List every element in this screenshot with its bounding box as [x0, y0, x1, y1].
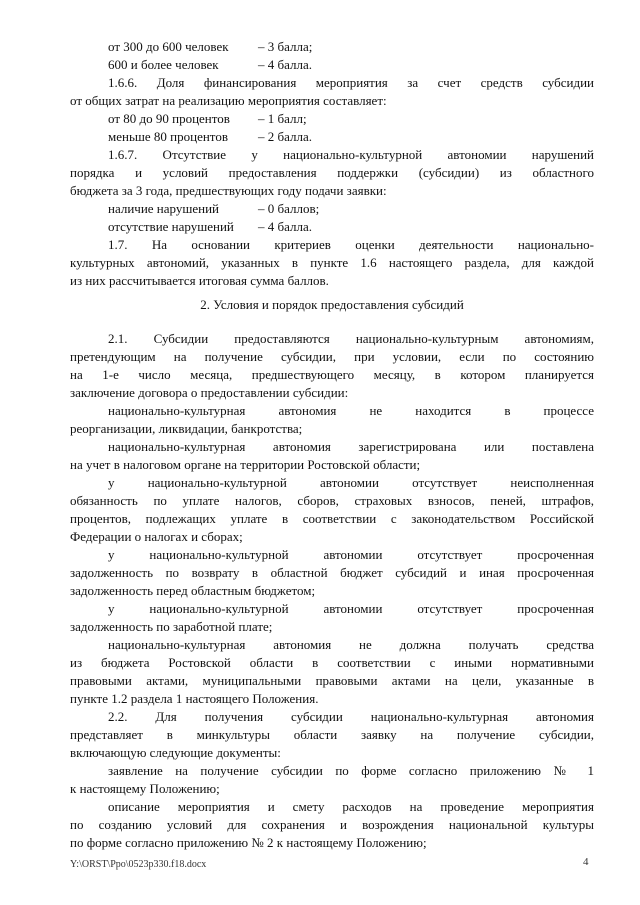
score-row: [108, 110, 307, 128]
score-criterion: наличие нарушений: [108, 201, 220, 216]
score-criterion: меньше 80 процентов: [108, 129, 228, 144]
paragraph-line: представляет в минкультуры области заявку на получение субсидии,: [70, 727, 594, 742]
paragraph-line: культурных автономий, указанных в пункте 1.6 настоящего раздела, для каждой: [70, 255, 594, 270]
score-criterion: от 300 до 600 человек: [108, 39, 229, 54]
paragraph-line: национально-культурная автономия не находится в процессе: [108, 403, 594, 418]
paragraph-line: претендующим на получение субсидии, при условии, если по состоянию: [70, 349, 594, 364]
paragraph-line: задолженность по возврату в областной бюджет субсидий и иная просроченная: [70, 565, 594, 580]
paragraph-line: 1.7. На основании критериев оценки деятельности национально-: [108, 237, 594, 252]
score-criterion: от 80 до 90 процентов: [108, 111, 230, 126]
paragraph-line: у национально-культурной автономии отсутствует просроченная: [108, 547, 594, 562]
page-number: 4: [583, 856, 589, 868]
paragraph-line: задолженность по заработной плате;: [70, 619, 273, 634]
score-row: [108, 200, 319, 218]
score-value: – 1 балл;: [258, 111, 307, 126]
score-row: [108, 56, 312, 74]
footer-file-path: Y:\ORST\Ppo\0523p330.f18.docx: [70, 859, 207, 870]
paragraph-line: включающую следующие документы:: [70, 745, 281, 760]
paragraph-line: национально-культурная автономия зарегистрирована или поставлена: [108, 439, 594, 454]
paragraph-line: из бюджета Ростовской области в соответствии с иными нормативными: [70, 655, 594, 670]
paragraph-line: по созданию условий для сохранения и возрождения национальной культуры: [70, 817, 594, 832]
paragraph-line: на учет в налоговом органе на территории Ростовской области;: [70, 457, 421, 472]
score-criterion: отсутствие нарушений: [108, 219, 234, 234]
paragraph-line: пункте 1.2 раздела 1 настоящего Положения.: [70, 691, 319, 706]
paragraph-line: Федерации о налогах и сборах;: [70, 529, 243, 544]
paragraph-line: к настоящему Положению;: [70, 781, 220, 796]
score-row: [108, 218, 312, 236]
score-value: – 2 балла.: [258, 129, 312, 144]
score-row: [108, 128, 312, 146]
score-criterion: 600 и более человек: [108, 57, 219, 72]
paragraph-line: у национально-культурной автономии отсутствует просроченная: [108, 601, 594, 616]
paragraph-line: от общих затрат на реализацию мероприятия составляет:: [70, 93, 387, 108]
paragraph-line: правовыми актами, муниципальными правовыми актами на цели, указанные в: [70, 673, 594, 688]
paragraph-line: 1.6.6. Доля финансирования мероприятия за счет средств субсидии: [108, 75, 594, 90]
paragraph-line: национально-культурная автономия не должна получать средства: [108, 637, 594, 652]
paragraph-line: описание мероприятия и смету расходов на проведение мероприятия: [108, 799, 594, 814]
paragraph-line: 2.1. Субсидии предоставляются национально-культурным автономиям,: [108, 331, 594, 346]
paragraph-line: на 1-е число месяца, предшествующего месяцу, в котором планируется: [70, 367, 594, 382]
paragraph-line: 1.6.7. Отсутствие у национально-культурной автономии нарушений: [108, 147, 594, 162]
paragraph-line: заключение договора о предоставлении субсидии:: [70, 385, 349, 400]
paragraph-line: задолженность перед областным бюджетом;: [70, 583, 316, 598]
score-row: [108, 38, 312, 56]
paragraph-line: из них рассчитывается итоговая сумма баллов.: [70, 273, 329, 288]
paragraph-line: бюджета за 3 года, предшествующих году подачи заявки:: [70, 183, 387, 198]
score-value: – 4 балла.: [258, 57, 312, 72]
paragraph-line: процентов, подлежащих уплате в соответствии с законодательством Российской: [70, 511, 594, 526]
section-heading: 2. Условия и порядок предоставления субсидий: [200, 297, 464, 312]
score-value: – 4 балла.: [258, 219, 312, 234]
paragraph-line: заявление на получение субсидии по форме согласно приложению № 1: [108, 763, 594, 778]
paragraph-line: у национально-культурной автономии отсутствует неисполненная: [108, 475, 594, 490]
paragraph-line: 2.2. Для получения субсидии национально-культурная автономия: [108, 709, 594, 724]
paragraph-line: реорганизации, ликвидации, банкротства;: [70, 421, 303, 436]
score-value: – 3 балла;: [258, 39, 313, 54]
paragraph-line: по форме согласно приложению № 2 к настоящему Положению;: [70, 835, 427, 850]
paragraph-line: обязанность по уплате налогов, сборов, страховых взносов, пеней, штрафов,: [70, 493, 594, 508]
paragraph-line: порядка и условий предоставления поддержки (субсидии) из областного: [70, 165, 594, 180]
score-value: – 0 баллов;: [258, 201, 320, 216]
